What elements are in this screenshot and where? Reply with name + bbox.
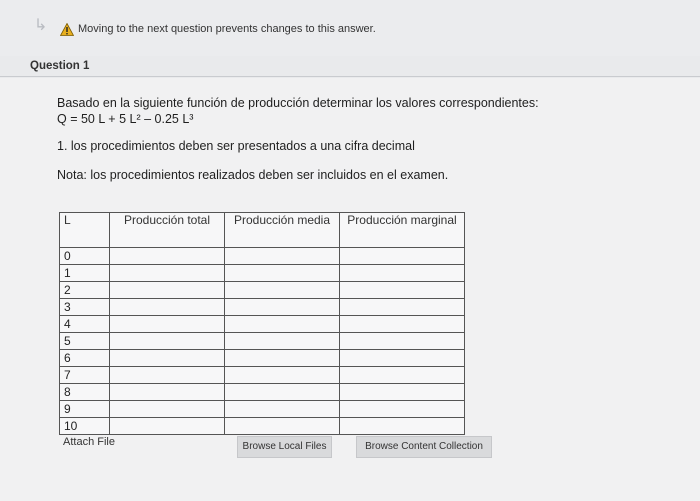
table-header-row <box>60 213 465 248</box>
l-value-cell: 6 <box>60 350 110 367</box>
table-row <box>60 299 465 316</box>
marginal-cell[interactable] <box>340 401 465 418</box>
table-row <box>60 401 465 418</box>
l-value-cell: 0 <box>60 248 110 265</box>
media-cell[interactable] <box>225 299 340 316</box>
return-arrow-icon: ↳ <box>34 17 48 34</box>
media-cell[interactable] <box>225 265 340 282</box>
media-cell[interactable] <box>225 401 340 418</box>
total-cell[interactable] <box>110 418 225 435</box>
warning-triangle-icon <box>60 23 74 36</box>
table-row <box>60 282 465 299</box>
total-cell[interactable] <box>110 282 225 299</box>
total-cell[interactable] <box>110 265 225 282</box>
marginal-cell[interactable] <box>340 418 465 435</box>
marginal-cell[interactable] <box>340 350 465 367</box>
warning-message: Moving to the next question prevents changes to this answer. <box>78 23 376 35</box>
attach-file-label: Attach File <box>63 436 115 448</box>
media-cell[interactable] <box>225 384 340 401</box>
table-row <box>60 333 465 350</box>
l-value-cell: 4 <box>60 316 110 333</box>
marginal-cell[interactable] <box>340 299 465 316</box>
table-row <box>60 350 465 367</box>
media-cell[interactable] <box>225 248 340 265</box>
l-value-cell: 3 <box>60 299 110 316</box>
browse-content-collection-button[interactable]: Browse Content Collection <box>356 436 492 458</box>
total-cell[interactable] <box>110 401 225 418</box>
production-table <box>59 212 465 435</box>
table-body <box>60 248 465 435</box>
l-value-cell: 9 <box>60 401 110 418</box>
table-row <box>60 384 465 401</box>
production-table-container <box>59 212 465 435</box>
media-cell[interactable] <box>225 333 340 350</box>
marginal-cell[interactable] <box>340 333 465 350</box>
marginal-cell[interactable] <box>340 316 465 333</box>
l-value-cell: 5 <box>60 333 110 350</box>
media-cell[interactable] <box>225 350 340 367</box>
header-produccion-media: Producción media <box>225 213 340 248</box>
marginal-cell[interactable] <box>340 384 465 401</box>
table-row <box>60 265 465 282</box>
l-value-cell: 10 <box>60 418 110 435</box>
table-row <box>60 248 465 265</box>
table-row <box>60 418 465 435</box>
prompt-text: Basado en la siguiente función de producción determinar los valores correspondientes: <box>57 96 539 110</box>
browse-local-files-button[interactable]: Browse Local Files <box>237 436 332 458</box>
l-value-cell: 1 <box>60 265 110 282</box>
l-value-cell: 7 <box>60 367 110 384</box>
question-title: Question 1 <box>30 60 90 72</box>
total-cell[interactable] <box>110 248 225 265</box>
production-formula: Q = 50 L + 5 L² – 0.25 L³ <box>57 112 194 126</box>
warning-bar <box>0 0 700 56</box>
total-cell[interactable] <box>110 367 225 384</box>
total-cell[interactable] <box>110 350 225 367</box>
l-value-cell: 2 <box>60 282 110 299</box>
media-cell[interactable] <box>225 316 340 333</box>
media-cell[interactable] <box>225 367 340 384</box>
header-l: L <box>60 213 110 248</box>
marginal-cell[interactable] <box>340 265 465 282</box>
media-cell[interactable] <box>225 282 340 299</box>
total-cell[interactable] <box>110 299 225 316</box>
total-cell[interactable] <box>110 384 225 401</box>
header-produccion-marginal: Producción marginal <box>340 213 465 248</box>
table-row <box>60 316 465 333</box>
table-row <box>60 367 465 384</box>
total-cell[interactable] <box>110 316 225 333</box>
note-text: Nota: los procedimientos realizados deben ser incluidos en el examen. <box>57 168 449 182</box>
total-cell[interactable] <box>110 333 225 350</box>
l-value-cell: 8 <box>60 384 110 401</box>
header-produccion-total: Producción total <box>110 213 225 248</box>
question-header <box>0 58 700 77</box>
marginal-cell[interactable] <box>340 367 465 384</box>
marginal-cell[interactable] <box>340 248 465 265</box>
instruction-text: 1. los procedimientos deben ser presentados a una cifra decimal <box>57 139 415 153</box>
question-content <box>0 78 700 501</box>
media-cell[interactable] <box>225 418 340 435</box>
marginal-cell[interactable] <box>340 282 465 299</box>
